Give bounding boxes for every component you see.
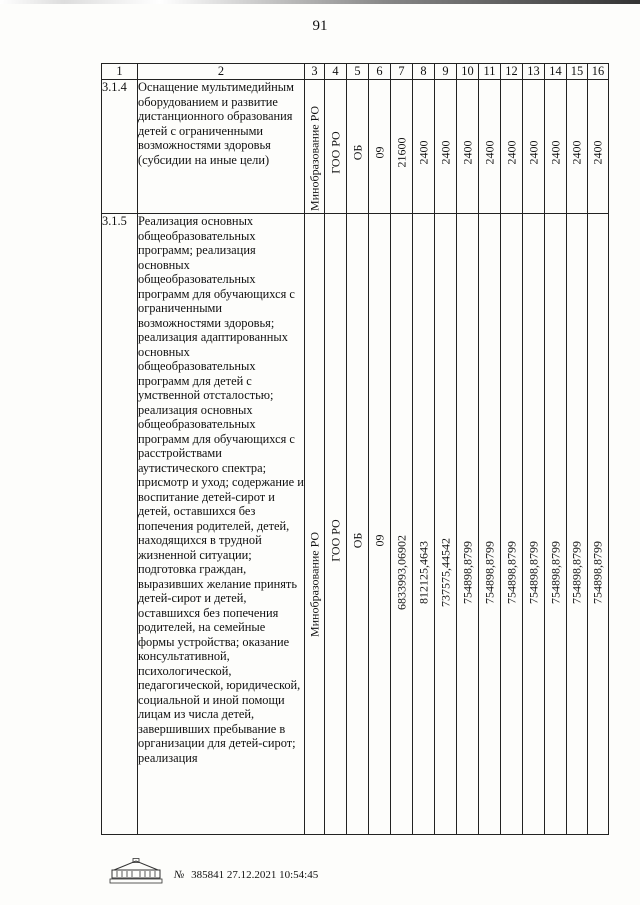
value-cell: 21600 — [394, 137, 408, 168]
value-cell: 2400 — [548, 140, 562, 165]
value-cell: 2400 — [590, 140, 605, 165]
executor-cell: Минобразование РО — [307, 105, 321, 212]
value-cell: 754898,8799 — [504, 541, 518, 604]
scan-edge — [0, 0, 640, 4]
source-cell: ОБ — [350, 144, 364, 161]
document-footer — [108, 858, 468, 888]
value-cell: 812125,4643 — [416, 541, 430, 604]
code-cell: 09 — [372, 146, 386, 159]
table-header-row — [102, 64, 609, 80]
header-cell: 7 — [391, 64, 413, 80]
value-cell: 754898,8799 — [482, 541, 496, 604]
value-cell: 737575,44542 — [438, 538, 452, 607]
header-cell: 3 — [305, 64, 325, 80]
budget-table — [101, 63, 609, 835]
header-cell: 6 — [369, 64, 391, 80]
row-description: Реализация основных общеобразовательных программ; реализация основных общеобразовательных программ для обучающихся с ограниченными возможностями здоровья; реализация адаптированных основных общеобразовательных программ для детей с умственной отсталостью; реализация основных общеобразовательных программ для обучающихся с расстройствами аутистического спектра; присмотр и уход; содержание и воспитание детей-сирот и детей, оставшихся без попечения родителей, детей, находящихся в трудной жизненной ситуации; подготовка граждан, выразивших желание принять детей-сирот и детей, оставшихся без попечения родителей, на семейные формы устройства; оказание консультативной, психологической, педагогической, юридической, социальной и иной помощи лицам из числа детей, завершивших пребывание в организации для детей-сирот; реализация — [138, 214, 305, 835]
value-cell: 2400 — [569, 140, 584, 165]
header-cell: 14 — [545, 64, 567, 80]
row-code: 3.1.4 — [102, 80, 138, 214]
executor-cell: Минобразование РО — [307, 531, 321, 638]
header-cell: 9 — [435, 64, 457, 80]
government-building-stamp-icon — [108, 858, 164, 884]
header-cell: 13 — [523, 64, 545, 80]
value-cell: 754898,8799 — [548, 541, 562, 604]
document-datetime: 27.12.2021 10:54:45 — [226, 869, 319, 881]
header-cell: 16 — [588, 64, 609, 80]
recipient-cell: ГОО РО — [328, 131, 342, 174]
value-cell: 2400 — [460, 140, 474, 165]
value-cell: 2400 — [438, 140, 452, 165]
table-row — [102, 80, 609, 214]
value-cell: 2400 — [526, 140, 540, 165]
number-sign: № — [174, 869, 185, 881]
value-cell: 2400 — [416, 140, 430, 165]
source-cell: ОБ — [350, 532, 364, 549]
value-cell: 6833993,06902 — [394, 535, 408, 610]
header-cell: 2 — [138, 64, 305, 80]
header-cell: 12 — [501, 64, 523, 80]
header-cell: 4 — [325, 64, 347, 80]
value-cell: 754898,8799 — [526, 541, 540, 604]
value-cell: 754898,8799 — [590, 541, 605, 604]
value-cell: 754898,8799 — [460, 541, 474, 604]
page-number: 91 — [312, 18, 328, 34]
header-cell: 15 — [567, 64, 588, 80]
row-description: Оснащение мультимедийным оборудованием и развитие дистанционного образования детей с ограниченными возможностями здоровья (субсидии на иные цели) — [138, 80, 305, 214]
header-cell: 11 — [479, 64, 501, 80]
value-cell: 2400 — [504, 140, 518, 165]
header-cell: 5 — [347, 64, 369, 80]
row-code: 3.1.5 — [102, 214, 138, 835]
code-cell: 09 — [372, 534, 386, 547]
header-cell: 8 — [413, 64, 435, 80]
value-cell: 754898,8799 — [569, 541, 584, 604]
recipient-cell: ГОО РО — [328, 519, 342, 562]
header-cell: 1 — [102, 64, 138, 80]
value-cell: 2400 — [482, 140, 496, 165]
document-number: 385841 — [191, 869, 225, 881]
table-row — [102, 214, 609, 835]
header-cell: 10 — [457, 64, 479, 80]
document-id — [174, 869, 318, 881]
